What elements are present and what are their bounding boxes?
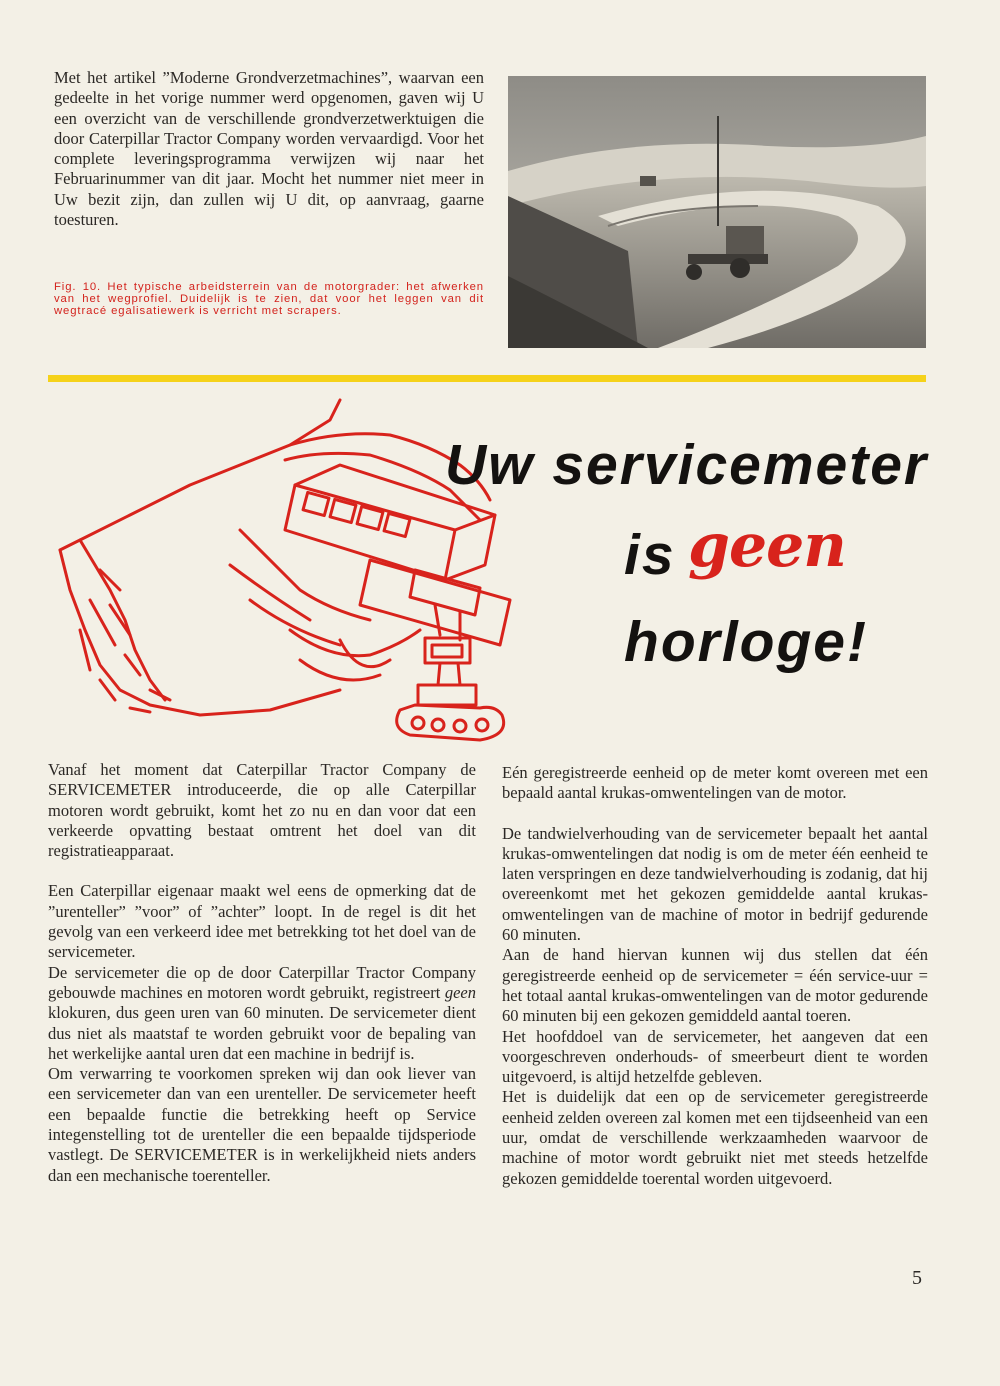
article-column-right bbox=[502, 763, 928, 1189]
article-paragraph: Het hoofddoel van de servicemeter, het aangeven dat een voorgeschreven onderhouds- of smeerbeurt dient te worden uitgevoerd, is altijd hetzelfde gebleven. bbox=[502, 1026, 928, 1087]
article-paragraph: De tandwielverhouding van de servicemeter bepaalt het aantal krukas-omwentelingen dat nodig is om de meter één eenheid te laten verspringen en deze tandwielverhouding is zodanig, dat hij overeenkomt met het gekozen gemiddelde aantal krukas-omwentelingen van de machine of motor in bedrijf gedurende 60 minuten. bbox=[502, 823, 928, 945]
page-number: 5 bbox=[912, 1267, 922, 1289]
article-column-left bbox=[48, 760, 476, 1186]
headline-line-3: horloge! bbox=[624, 610, 868, 674]
motorgrader-photo-image bbox=[508, 76, 926, 348]
article-paragraph: Vanaf het moment dat Caterpillar Tractor Company de SERVICEMETER introduceerde, die op alle Caterpillar motoren wordt gebruikt, komt het zo nu en dan voor dat een verkeerde opvatting bestaat omtrent het doel van dit registratieapparaat. bbox=[48, 760, 476, 861]
motorgrader-photo bbox=[508, 76, 926, 348]
article-paragraph: Om verwarring te voorkomen spreken wij dan ook liever van een servicemeter dan van een urenteller. De servicemeter heeft een bepaalde functie die betrekking heeft op Service integenstelling tot de urenteller die een bepaalde tijdsperiode vastlegt. De SERVICEMETER is in werkelijkheid niets anders dan een mechanische toerenteller. bbox=[48, 1064, 476, 1185]
headline-red-word: geen bbox=[688, 511, 846, 581]
emphasis-geen: geen bbox=[444, 982, 476, 1002]
headline-line-1: Uw servicemeter bbox=[445, 433, 929, 497]
article-paragraph: Een Caterpillar eigenaar maakt wel eens de opmerking dat de ”urenteller” ”voor” of ”achter” loopt. In de regel is dit het gevolg van een verkeerd idee met betrekking tot het doel van de servicemeter. bbox=[48, 881, 476, 962]
photo-caption: Fig. 10. Het typische arbeidsterrein van de motorgrader: het afwerken van het wegprofiel. Duidelijk is te zien, dat voor het leggen van dit wegtracé egalisatiewerk is verricht met scrapers. bbox=[54, 281, 484, 318]
article-paragraph: Het is duidelijk dat een op de servicemeter geregistreerde eenheid zelden overeen zal komen met een tijdseenheid van een uur, omdat de verschillende werkzaamheden waarvoor de machine of motor wordt gebruikt niet met steeds hetzelfde gekozen gemiddelde toerental worden uitgevoerd. bbox=[502, 1087, 928, 1188]
intro-text: Met het artikel ”Moderne Grondverzetmachines”, waarvan een gedeelte in het vorige nummer werd opgenomen, gaven wij U een overzicht van de verschillende grondverzetwerktuigen die door Caterpillar Tractor Company worden vervaardigd. Voor het complete leveringsprogramma verwijzen wij naar het Februarinummer van dit jaar. Mocht het nummer niet meer in Uw bezit zijn, dan zullen wij U dit, op aanvraag, gaarne toesturen. bbox=[54, 68, 484, 230]
intro-paragraph bbox=[54, 68, 484, 230]
yellow-divider bbox=[48, 375, 926, 382]
headline-line-2-prefix: is bbox=[624, 523, 676, 587]
article-paragraph: Eén geregistreerde eenheid op de meter komt overeen met een bepaald aantal krukas-omwentelingen van de motor. bbox=[502, 763, 928, 803]
article-text: klokuren, dus geen uren van 60 minuten. De servicemeter dient dus niet als maatstaf te worden gebruikt voor de bepaling van het werkelijke aantal uren dat een machine in bedrijf is. bbox=[48, 1003, 476, 1063]
article-text: De servicemeter die op de door Caterpillar Tractor Company gebouwde machines en motoren wordt gebruikt, registreert bbox=[48, 962, 476, 1002]
article-paragraph: Aan de hand hiervan kunnen wij dus stellen dat één geregistreerde eenheid op de servicemeter = één service-uur = het totaal aantal krukas-omwentelingen van de motor gedurende 60 minuten bij een gekozen gemiddeld aantal toeren. bbox=[502, 945, 928, 1026]
article-paragraph bbox=[48, 963, 476, 1064]
